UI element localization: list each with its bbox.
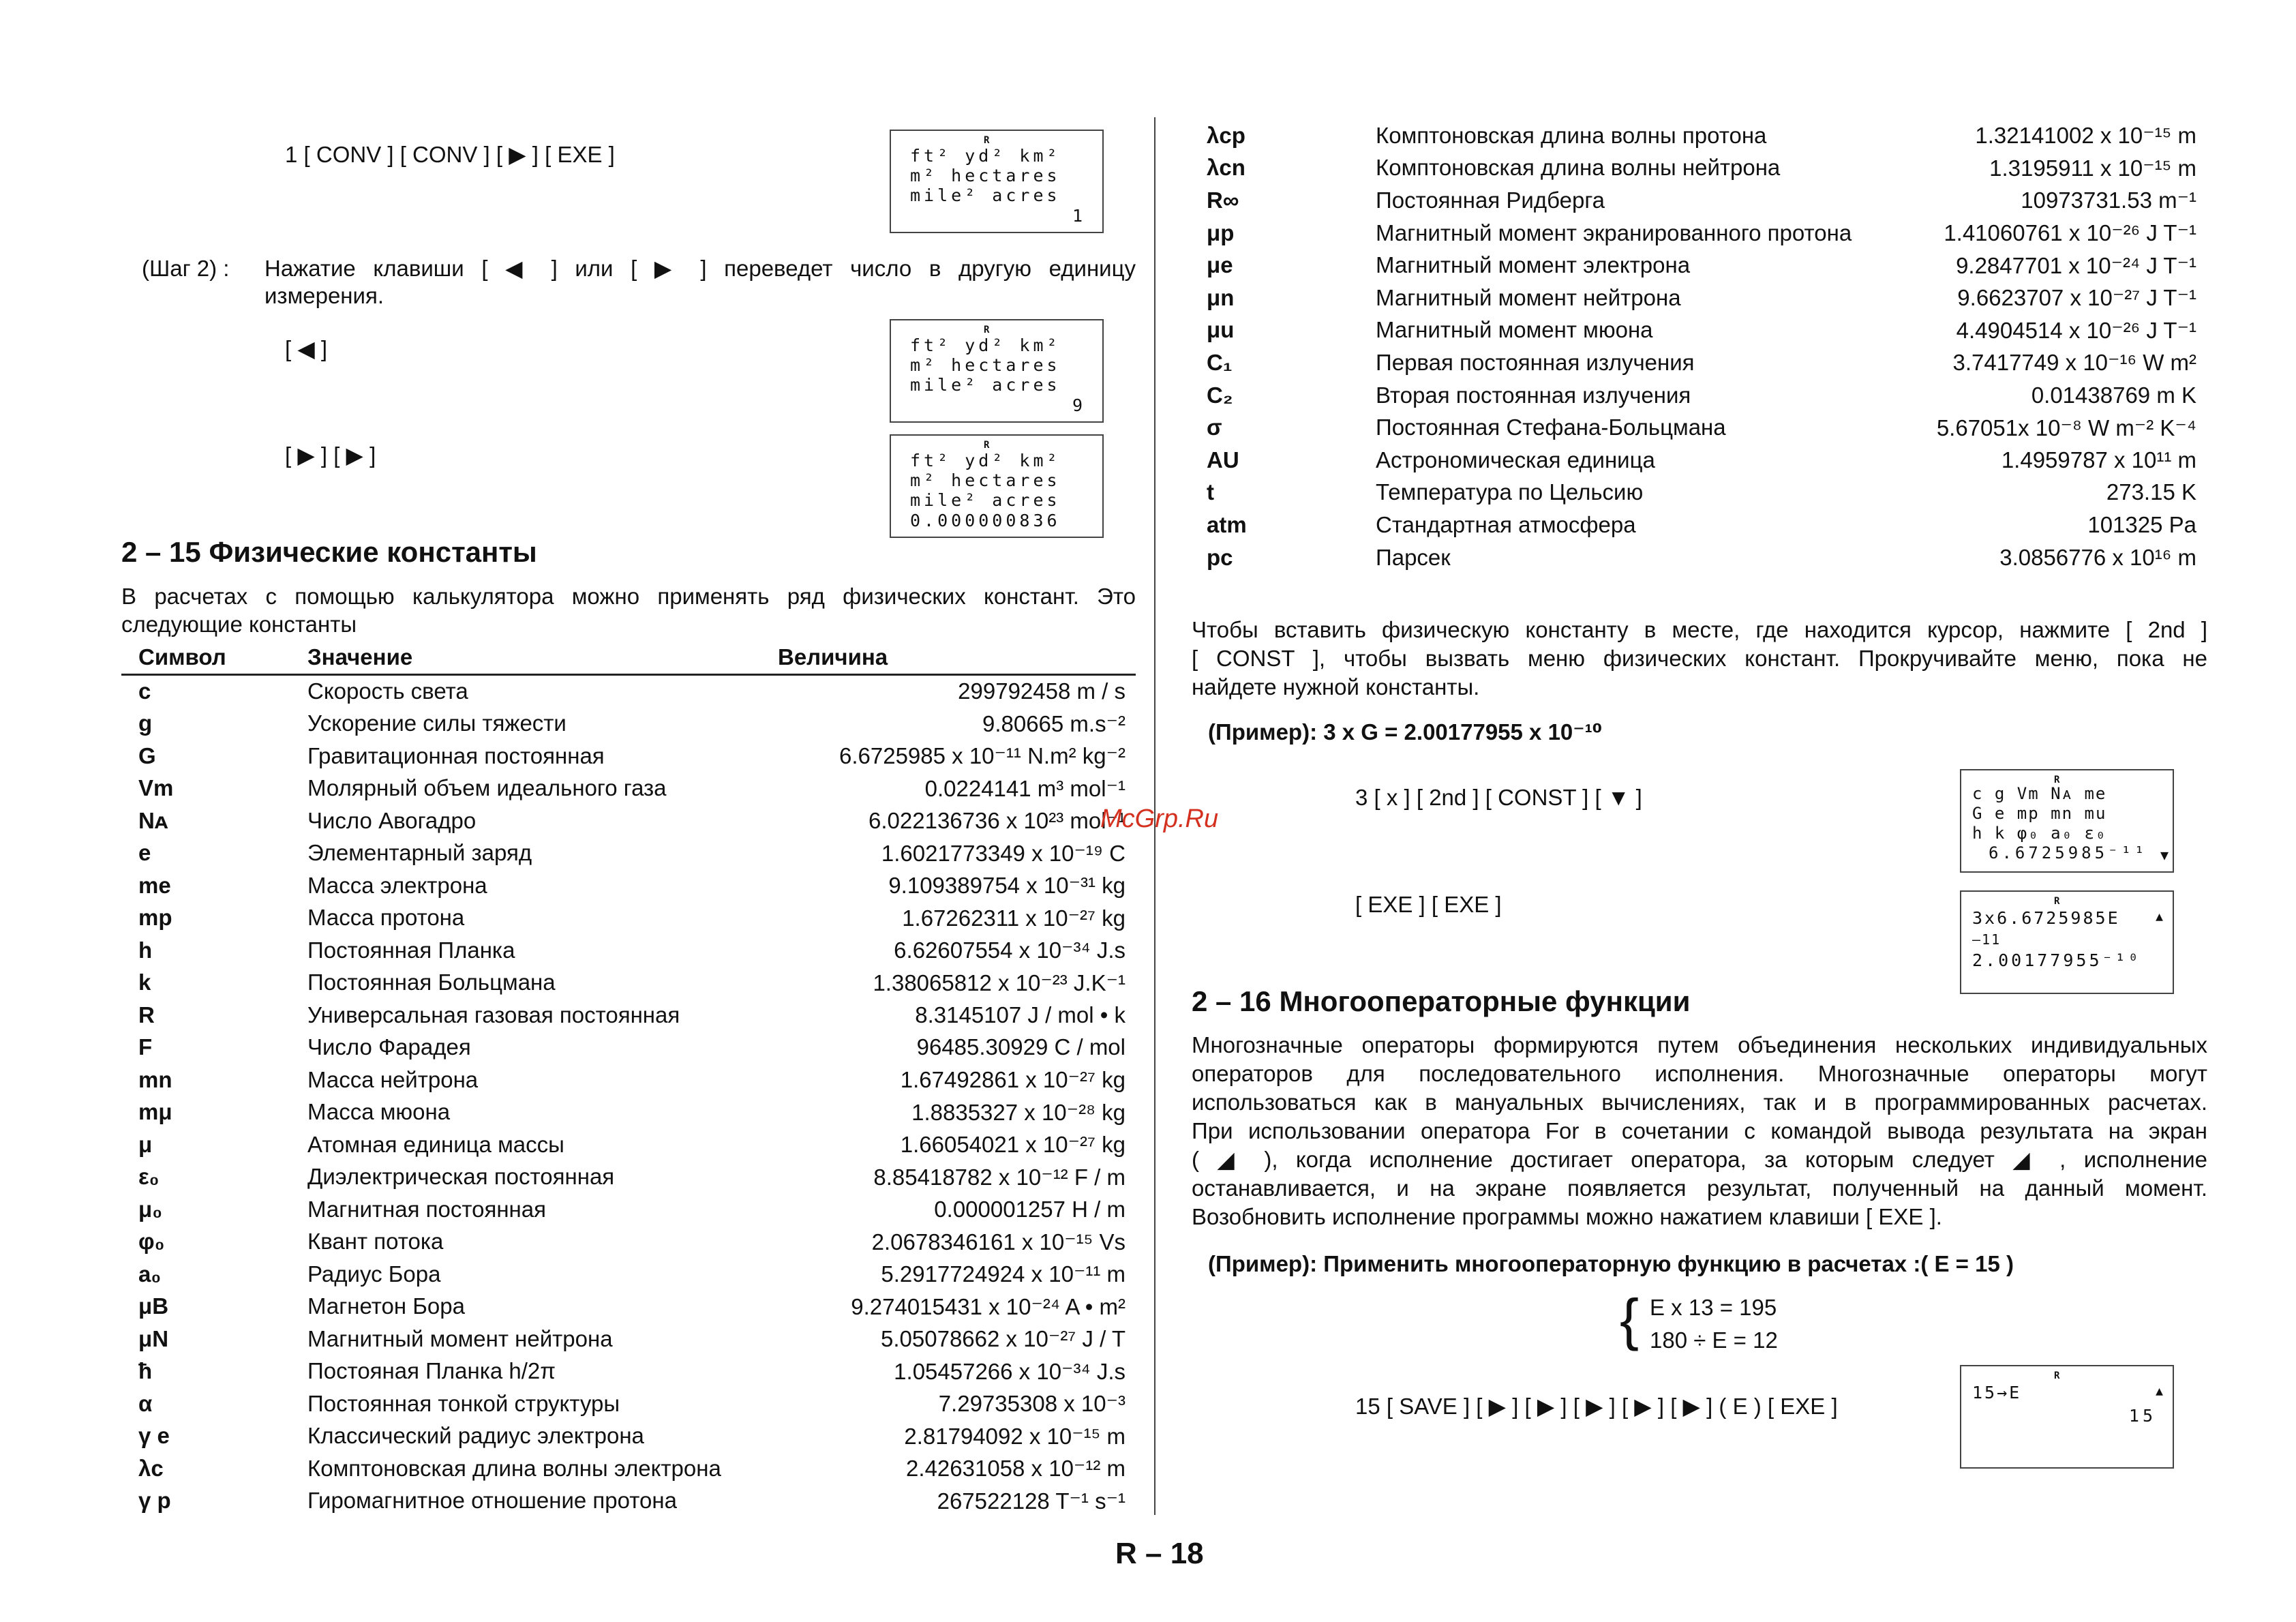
constant-value: 1.05457266 x 10⁻³⁴ J.s xyxy=(894,1358,1126,1384)
constant-value: 6.62607554 x 10⁻³⁴ J.s xyxy=(894,937,1126,963)
constant-row xyxy=(138,805,1126,837)
constant-row xyxy=(1207,477,2196,509)
constant-symbol: φ₀ xyxy=(138,1229,165,1255)
constant-symbol: R∞ xyxy=(1207,187,1239,213)
constant-row xyxy=(138,1258,1126,1291)
constant-symbol: μ₀ xyxy=(138,1196,163,1222)
constant-row xyxy=(1207,249,2196,282)
example-1-keys-2: [ EXE ] [ EXE ] xyxy=(1355,892,1502,917)
constant-row xyxy=(138,1452,1126,1485)
lcd-display-1 xyxy=(890,130,1104,233)
lcd-row: 3x6.6725985E xyxy=(1972,908,2120,928)
lcd-display-4 xyxy=(1960,769,2174,873)
keys-left-arrow: [ ◀ ] xyxy=(285,336,328,361)
constant-value: 1.67492861 x 10⁻²⁷ kg xyxy=(900,1067,1126,1093)
constant-row xyxy=(1207,444,2196,477)
constants-table-right xyxy=(1207,119,2196,573)
constant-symbol: c xyxy=(138,678,151,704)
constant-value: 5.05078662 x 10⁻²⁷ J / T xyxy=(881,1326,1126,1352)
constant-row xyxy=(138,999,1126,1032)
constant-row xyxy=(1207,346,2196,379)
paragraph-line: Возобновить исполнение программы можно нажатием клавиши [ EXE ]. xyxy=(1192,1204,1942,1229)
constant-value: 1.66054021 x 10⁻²⁷ kg xyxy=(900,1132,1126,1158)
constant-symbol: atm xyxy=(1207,511,1247,537)
constant-name: Масса нейтрона xyxy=(307,1066,479,1092)
constant-row xyxy=(1207,509,2196,541)
constant-name: Магнитный момент электрона xyxy=(1376,252,1691,278)
constant-value: 96485.30929 C / mol xyxy=(916,1034,1126,1060)
constant-value: 101325 Pa xyxy=(2087,511,2196,537)
lcd-indicator: R xyxy=(984,325,990,335)
constant-row xyxy=(138,772,1126,805)
equation-1: E x 13 = 195 xyxy=(1650,1295,1777,1320)
constant-value: 9.80665 m.s⁻² xyxy=(982,710,1126,736)
lcd-value: 0.000000836 xyxy=(910,511,1061,530)
watermark: McGrp.Ru xyxy=(1100,805,1219,833)
paragraph-line: При использовании оператора For в сочетании с командой вывода результата на экран xyxy=(1192,1118,2207,1143)
constant-symbol: γ e xyxy=(138,1423,170,1449)
constant-symbol: μp xyxy=(1207,220,1235,245)
constant-value: 1.4959787 x 10¹¹ m xyxy=(2001,447,2196,472)
constant-value: 1.67262311 x 10⁻²⁷ kg xyxy=(902,905,1126,931)
constant-row xyxy=(138,1323,1126,1355)
constant-name: Масса протона xyxy=(307,905,465,931)
constant-symbol: t xyxy=(1207,479,1214,505)
constant-symbol: a₀ xyxy=(138,1261,162,1287)
constant-value: 273.15 K xyxy=(2106,479,2196,505)
constant-symbol: Vm xyxy=(138,775,174,801)
constant-symbol: μN xyxy=(138,1325,169,1351)
constant-row xyxy=(138,675,1126,708)
section-title-2-16: 2 – 16 Многооператорные функции xyxy=(1192,985,1691,1017)
constant-name: Комптоновская длина волны нейтрона xyxy=(1376,155,1781,181)
constant-name: Универсальная газовая постоянная xyxy=(307,1002,680,1027)
constant-row xyxy=(138,837,1126,870)
constant-symbol: μn xyxy=(1207,284,1235,310)
constant-row xyxy=(138,1485,1126,1518)
constant-value: 3.7417749 x 10⁻¹⁶ W m² xyxy=(1952,350,2196,376)
constant-row xyxy=(138,967,1126,1000)
constant-row xyxy=(1207,379,2196,412)
lcd-display-6 xyxy=(1960,1365,2174,1469)
paragraph-line: Многозначные операторы формируются путем объединения нескольких индивидуальных xyxy=(1192,1032,2207,1057)
constant-symbol: μ xyxy=(138,1131,153,1157)
constant-name: Классический радиус электрона xyxy=(307,1423,644,1449)
constant-value: 5.67051x 10⁻⁸ W m⁻² K⁻⁴ xyxy=(1936,415,2196,440)
equation-brace: { xyxy=(1620,1287,1640,1351)
constant-row xyxy=(138,1355,1126,1388)
constant-symbol: AU xyxy=(1207,447,1239,472)
constant-row xyxy=(1207,282,2196,314)
example-2-title: (Пример): Применить многооператорную функцию в расчетах :( E = 15 ) xyxy=(1208,1251,2014,1276)
lcd-row: m² hectares xyxy=(910,355,1061,375)
constant-name: Гравитационная постоянная xyxy=(307,742,605,768)
constant-row xyxy=(138,869,1126,902)
constant-symbol: h xyxy=(138,937,153,963)
constant-symbol: λc xyxy=(138,1455,164,1481)
constant-value: 9.2847701 x 10⁻²⁴ J T⁻¹ xyxy=(1956,252,2196,278)
lcd-indicator: R xyxy=(2054,775,2060,785)
paragraph-line: ( ◢ ), когда исполнение достигает оператора, за которым следует ◢ , исполнение xyxy=(1192,1147,2207,1172)
constant-row xyxy=(1207,217,2196,250)
lcd-value: 15 xyxy=(2128,1406,2156,1426)
intro-text: В расчетах с помощью калькулятора можно применять ряд физических констант. Это xyxy=(121,584,1136,609)
table-header-symbol: Символ xyxy=(138,644,226,670)
equation-2: 180 ÷ E = 12 xyxy=(1650,1327,1778,1353)
constant-name: Магнитный момент экранированного протона xyxy=(1376,220,1852,245)
constant-value: 10973731.53 m⁻¹ xyxy=(2021,187,2196,213)
constant-name: Парсек xyxy=(1376,544,1451,570)
scroll-down-indicator-icon: ▼ xyxy=(2160,847,2169,863)
constant-row xyxy=(138,740,1126,772)
constant-row xyxy=(1207,119,2196,152)
constant-value: 8.3145107 J / mol • k xyxy=(915,1002,1126,1027)
constant-name: Атомная единица массы xyxy=(307,1131,564,1157)
step2-text-cont: измерения. xyxy=(265,283,384,308)
step2-text: Нажатие клавиши [ ◀ ] или [ ▶ ] переведет число в другую единицу xyxy=(265,256,1136,281)
constant-row xyxy=(138,1096,1126,1129)
constant-name: Радиус Бора xyxy=(307,1261,441,1287)
constant-name: Масса мюона xyxy=(307,1099,451,1125)
constant-name: Магнетон Бора xyxy=(307,1293,465,1319)
constant-symbol: ε₀ xyxy=(138,1164,160,1190)
constant-row xyxy=(138,1226,1126,1259)
constant-value: 1.6021773349 x 10⁻¹⁹ C xyxy=(881,840,1126,866)
constant-row xyxy=(1207,541,2196,574)
constant-row xyxy=(1207,184,2196,217)
constant-name: Постоянная тонкой структуры xyxy=(307,1390,620,1416)
constant-symbol: λcp xyxy=(1207,122,1245,148)
constant-value: 0.0224141 m³ mol⁻¹ xyxy=(924,775,1126,801)
lcd-row: h k φ₀ a₀ ε₀ xyxy=(1972,824,2107,843)
lcd-row: ft² yd² km² xyxy=(910,146,1061,166)
constant-name: Гиромагнитное отношение протона xyxy=(307,1488,677,1514)
lcd-row: 15→E xyxy=(1972,1383,2022,1402)
constant-name: Комптоновская длина волны электрона xyxy=(307,1455,721,1481)
lcd-value: 1 xyxy=(1072,206,1086,226)
lcd-display-5 xyxy=(1960,890,2174,994)
constant-name: Число Фарадея xyxy=(307,1034,471,1060)
scroll-up-indicator-icon: ▲ xyxy=(2156,910,2163,924)
constant-symbol: C₂ xyxy=(1207,382,1233,408)
lcd-indicator: R xyxy=(2054,896,2060,907)
lcd-display-2 xyxy=(890,319,1104,423)
multi-operator-paragraph xyxy=(1192,1031,2207,1231)
constant-name: Элементарный заряд xyxy=(307,840,532,866)
paragraph-line: операторов для последовательного исполнения. Многозначные операторы могут xyxy=(1192,1061,2207,1086)
lcd-indicator: R xyxy=(984,135,990,146)
constant-symbol: λcn xyxy=(1207,155,1245,181)
constant-symbol: mμ xyxy=(138,1099,172,1125)
constant-value: 2.81794092 x 10⁻¹⁵ m xyxy=(904,1423,1126,1449)
constant-symbol: me xyxy=(138,872,171,898)
constant-row xyxy=(138,934,1126,967)
constant-row xyxy=(138,708,1126,740)
constant-row xyxy=(138,1291,1126,1323)
step2-label: (Шаг 2) : xyxy=(142,256,230,281)
lcd-row: m² hectares xyxy=(910,166,1061,185)
table-header-value: Величина xyxy=(778,644,888,670)
constant-value: 1.3195911 x 10⁻¹⁵ m xyxy=(1989,155,2196,181)
constant-value: 2.42631058 x 10⁻¹² m xyxy=(906,1456,1126,1482)
constant-value: 1.32141002 x 10⁻¹⁵ m xyxy=(1975,123,2196,149)
constant-name: Постоянная Стефана-Больцмана xyxy=(1376,415,1726,440)
lcd-row: c g Vm Nᴀ me xyxy=(1972,784,2107,803)
keys-right-arrows: [ ▶ ] [ ▶ ] xyxy=(285,442,376,468)
constant-name: Магнитный момент мюона xyxy=(1376,317,1653,343)
constant-row xyxy=(1207,314,2196,347)
lcd-row: –11 xyxy=(1972,931,2002,948)
constant-name: Число Авогадро xyxy=(307,807,477,833)
constant-name: Вторая постоянная излучения xyxy=(1376,382,1691,408)
example-1-keys-1: 3 [ x ] [ 2nd ] [ CONST ] [ ▼ ] xyxy=(1355,785,1642,810)
constant-value: 1.8835327 x 10⁻²⁸ kg xyxy=(911,1099,1126,1125)
constant-symbol: ħ xyxy=(138,1358,153,1384)
example-1-title: (Пример): 3 x G = 2.00177955 x 10⁻¹⁰ xyxy=(1208,719,1603,745)
constant-value: 6.6725985 x 10⁻¹¹ N.m² kg⁻² xyxy=(839,743,1126,769)
constant-symbol: α xyxy=(138,1390,153,1416)
constants-table-left xyxy=(138,675,1126,1517)
paragraph-line: останавливается, и на экране появляется результат, полученный на данный момент. xyxy=(1192,1175,2207,1201)
constant-name: Постоянная Планка xyxy=(307,937,515,963)
lcd-row: ft² yd² km² xyxy=(910,451,1061,470)
constant-name: Комптоновская длина волны протона xyxy=(1376,122,1767,148)
constant-name: Температура по Цельсию xyxy=(1376,479,1644,505)
constant-value: 1.41060761 x 10⁻²⁶ J T⁻¹ xyxy=(1944,220,2196,246)
constant-name: Молярный объем идеального газа xyxy=(307,775,667,801)
constant-row xyxy=(1207,411,2196,444)
constant-row xyxy=(138,1387,1126,1420)
lcd-row: mile² acres xyxy=(910,185,1061,205)
constant-symbol: g xyxy=(138,710,153,736)
lcd-row: ft² yd² km² xyxy=(910,335,1061,355)
constant-symbol: γ p xyxy=(138,1488,171,1514)
constant-symbol: μe xyxy=(1207,252,1233,278)
constant-value: 5.2917724924 x 10⁻¹¹ m xyxy=(881,1261,1126,1287)
constant-name: Стандартная атмосфера xyxy=(1376,511,1636,537)
constant-symbol: C₁ xyxy=(1207,349,1233,375)
lcd-display-3 xyxy=(890,434,1104,538)
constant-value: 6.022136736 x 10²³ mol⁻¹ xyxy=(868,808,1126,834)
constant-row xyxy=(138,1193,1126,1226)
constant-name: Диэлектрическая постоянная xyxy=(307,1164,615,1190)
constant-symbol: pc xyxy=(1207,544,1233,570)
constant-value: 9.6623707 x 10⁻²⁷ J T⁻¹ xyxy=(1957,285,2196,311)
constant-name: Постоянная Больцмана xyxy=(307,970,556,995)
constant-name: Первая постоянная излучения xyxy=(1376,349,1695,375)
constant-row xyxy=(1207,152,2196,185)
lcd-value: 9 xyxy=(1072,395,1086,415)
constant-value: 3.0856776 x 10¹⁶ m xyxy=(1999,544,2196,570)
constant-row xyxy=(138,902,1126,935)
table-header-name: Значение xyxy=(307,644,413,670)
constant-value: 267522128 T⁻¹ s⁻¹ xyxy=(937,1488,1126,1514)
constant-row xyxy=(138,1420,1126,1453)
constant-value: 2.0678346161 x 10⁻¹⁵ Vs xyxy=(871,1229,1126,1255)
paragraph-line: использоваться как в мануальных вычислениях, так и в программированных расчетах. xyxy=(1192,1090,2207,1115)
intro-text-cont: следующие константы xyxy=(121,612,357,637)
lcd-row: mile² acres xyxy=(910,375,1061,395)
constant-row xyxy=(138,1128,1126,1161)
lcd-row: m² hectares xyxy=(910,470,1061,490)
lcd-value: 6.6725985⁻¹¹ xyxy=(1989,843,2148,862)
constant-symbol: mp xyxy=(138,905,172,931)
constant-name: Магнитный момент нейтрона xyxy=(307,1325,613,1351)
lcd-indicator: R xyxy=(2054,1370,2060,1381)
insert-const-text-2: [ CONST ], чтобы вызвать меню физических констант. Прокручивайте меню, пока не xyxy=(1192,646,2207,671)
constant-symbol: μu xyxy=(1207,317,1235,343)
scroll-up-indicator-icon: ▲ xyxy=(2156,1384,2163,1398)
constant-row xyxy=(138,1032,1126,1064)
example-2-keys: 15 [ SAVE ] [ ▶ ] [ ▶ ] [ ▶ ] [ ▶ ] [ ▶ ] ( E ) [ EXE ] xyxy=(1355,1394,1838,1419)
constant-name: Скорость света xyxy=(307,678,468,704)
page-number: R – 18 xyxy=(1115,1537,1204,1570)
constant-name: Ускорение силы тяжести xyxy=(307,710,567,736)
constant-symbol: Nᴀ xyxy=(138,807,168,833)
constant-value: 0.01438769 m K xyxy=(2031,382,2196,408)
constant-name: Постоянная Ридберга xyxy=(1376,187,1605,213)
constant-value: 1.38065812 x 10⁻²³ J.K⁻¹ xyxy=(873,970,1126,995)
lcd-indicator: R xyxy=(984,440,990,451)
constant-symbol: k xyxy=(138,970,151,995)
insert-const-text: Чтобы вставить физическую константу в месте, где находится курсор, нажмите [ 2nd ] xyxy=(1192,617,2207,642)
constant-value: 299792458 m / s xyxy=(958,678,1126,704)
lcd-row: mile² acres xyxy=(910,490,1061,510)
constant-value: 4.4904514 x 10⁻²⁶ J T⁻¹ xyxy=(1956,317,2196,343)
constant-name: Магнитная постоянная xyxy=(307,1196,546,1222)
lcd-row: G e mp mn mu xyxy=(1972,804,2107,823)
constant-row xyxy=(138,1161,1126,1194)
constant-value: 9.274015431 x 10⁻²⁴ A • m² xyxy=(851,1293,1126,1319)
constant-name: Масса электрона xyxy=(307,872,487,898)
constant-value: 9.109389754 x 10⁻³¹ kg xyxy=(888,873,1126,899)
step1-keys: 1 [ CONV ] [ CONV ] [ ▶ ] [ EXE ] xyxy=(285,142,615,167)
constant-name: Постояная Планка h/2π xyxy=(307,1358,556,1384)
constant-symbol: μB xyxy=(138,1293,169,1319)
insert-const-text-3: найдете нужной константы. xyxy=(1192,674,1480,700)
constant-name: Магнитный момент нейтрона xyxy=(1376,284,1681,310)
constant-name: Квант потока xyxy=(307,1229,444,1255)
constant-symbol: σ xyxy=(1207,415,1222,440)
constant-symbol: e xyxy=(138,840,151,866)
constant-symbol: F xyxy=(138,1034,153,1060)
lcd-value: 2.00177955⁻¹⁰ xyxy=(1972,950,2141,970)
constant-value: 7.29735308 x 10⁻³ xyxy=(938,1391,1126,1417)
constant-value: 0.000001257 H / m xyxy=(934,1196,1126,1222)
constant-name: Астрономическая единица xyxy=(1376,447,1655,472)
constant-value: 8.85418782 x 10⁻¹² F / m xyxy=(873,1164,1126,1190)
section-title-2-15: 2 – 15 Физические константы xyxy=(121,536,537,568)
constant-symbol: G xyxy=(138,742,156,768)
constant-row xyxy=(138,1064,1126,1096)
constant-symbol: mn xyxy=(138,1066,172,1092)
constant-symbol: R xyxy=(138,1002,155,1027)
